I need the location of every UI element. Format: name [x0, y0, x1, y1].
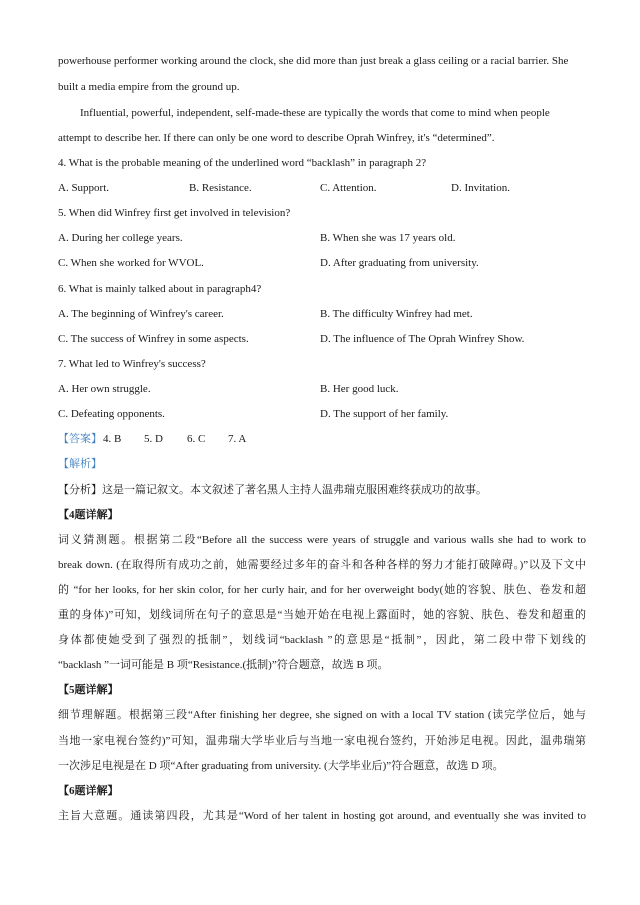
option-c: C. When she worked for WVOL.	[58, 257, 204, 269]
analysis-line: 主旨大意题。通读第四段，尤其是“Word of her talent in hosting got around, and eventually she was invited to	[58, 810, 586, 822]
option-a: A. During her college years.	[58, 232, 183, 244]
answer-value: 6. C	[187, 433, 206, 445]
option-b: B. Her good luck.	[320, 383, 399, 395]
option-d: D. The support of her family.	[320, 408, 449, 420]
option-b: B. Resistance.	[189, 182, 252, 194]
option-c: C. The success of Winfrey in some aspects.	[58, 333, 249, 345]
question-stem: 4. What is the probable meaning of the underlined word “backlash” in paragraph 2?	[58, 157, 427, 169]
option-d: D. After graduating from university.	[320, 257, 479, 269]
answer-label: 【答案】	[58, 433, 102, 445]
option-d: D. Invitation.	[451, 182, 510, 194]
answer-value: 5. D	[144, 433, 163, 445]
analysis-line: “backlash ”一词可能是 B 项“Resistance.(抵制)”符合题意，故选 B 项。	[58, 659, 389, 671]
section-title: 【4题详解】	[58, 509, 119, 521]
analysis-line: break down. (在取得所有成功之前，她需要经过多年的奋斗和各种各样的努力才能打破障碍。)”以及下文中	[58, 559, 586, 571]
option-a: A. Support.	[58, 182, 110, 194]
section-title: 【5题详解】	[58, 684, 119, 696]
answer-value: 4. B	[103, 433, 122, 445]
option-a: A. The beginning of Winfrey's career.	[58, 308, 224, 320]
passage-line: attempt to describe her. If there can only be one word to describe Oprah Winfrey, it's “determined”.	[58, 132, 495, 144]
answer-value: 7. A	[228, 433, 247, 445]
option-b: B. The difficulty Winfrey had met.	[320, 308, 473, 320]
passage-line: powerhouse performer working around the clock, she did more than just break a glass ceiling or a racial barrier. She	[58, 55, 569, 67]
analysis-line: 的 “for her looks, for her skin color, for her curly hair, and for her overweight body(她的容貌、肤色、卷发和超	[58, 584, 586, 596]
section-title: 【6题详解】	[58, 785, 119, 797]
option-c: C. Defeating opponents.	[58, 408, 165, 420]
question-stem: 6. What is mainly talked about in paragraph4?	[58, 283, 262, 295]
question-stem: 5. When did Winfrey first get involved in television?	[58, 207, 291, 219]
underlined-word: backlash	[311, 157, 351, 169]
option-b: B. When she was 17 years old.	[320, 232, 456, 244]
analysis-line: 一次涉足电视是在 D 项“After graduating from university. (大学毕业后)”符合题意，故选 D 项。	[58, 760, 504, 772]
option-a: A. Her own struggle.	[58, 383, 151, 395]
analysis-line: 重的身体)”可知，划线词所在句子的意思是“当她开始在电视上露面时，她的容貌、肤色、卷发和超重的	[58, 609, 586, 621]
analysis-line: 词义猜测题。根据第二段“Before all the success were years of struggle and various walls she had to work to	[58, 534, 586, 546]
analysis-line: 当地一家电视台签约)”可知，温弗瑞大学毕业后与当地一家电视台签约，开始涉足电视。因此，温弗瑞第	[58, 735, 586, 747]
option-d: D. The influence of The Oprah Winfrey Show.	[320, 333, 525, 345]
question-stem: 7. What led to Winfrey's success?	[58, 358, 206, 370]
passage-line: Influential, powerful, independent, self-made-these are typically the words that come to mind when people	[80, 107, 550, 119]
option-c: C. Attention.	[320, 182, 377, 194]
analysis-line: 细节理解题。根据第三段“After finishing her degree, she signed on with a local TV station (读完学位后，她与	[58, 709, 586, 721]
analysis-summary: 【分析】这是一篇记叙文。本文叙述了著名黑人主持人温弗瑞克服困难终获成功的故事。	[58, 484, 487, 496]
passage-line: built a media empire from the ground up.	[58, 81, 240, 93]
analysis-label: 【解析】	[58, 458, 102, 470]
analysis-line: 身体都使她受到了强烈的抵制”，划线词“backlash ”的意思是“抵制”，因此，第二段中带下划线的	[58, 634, 586, 646]
